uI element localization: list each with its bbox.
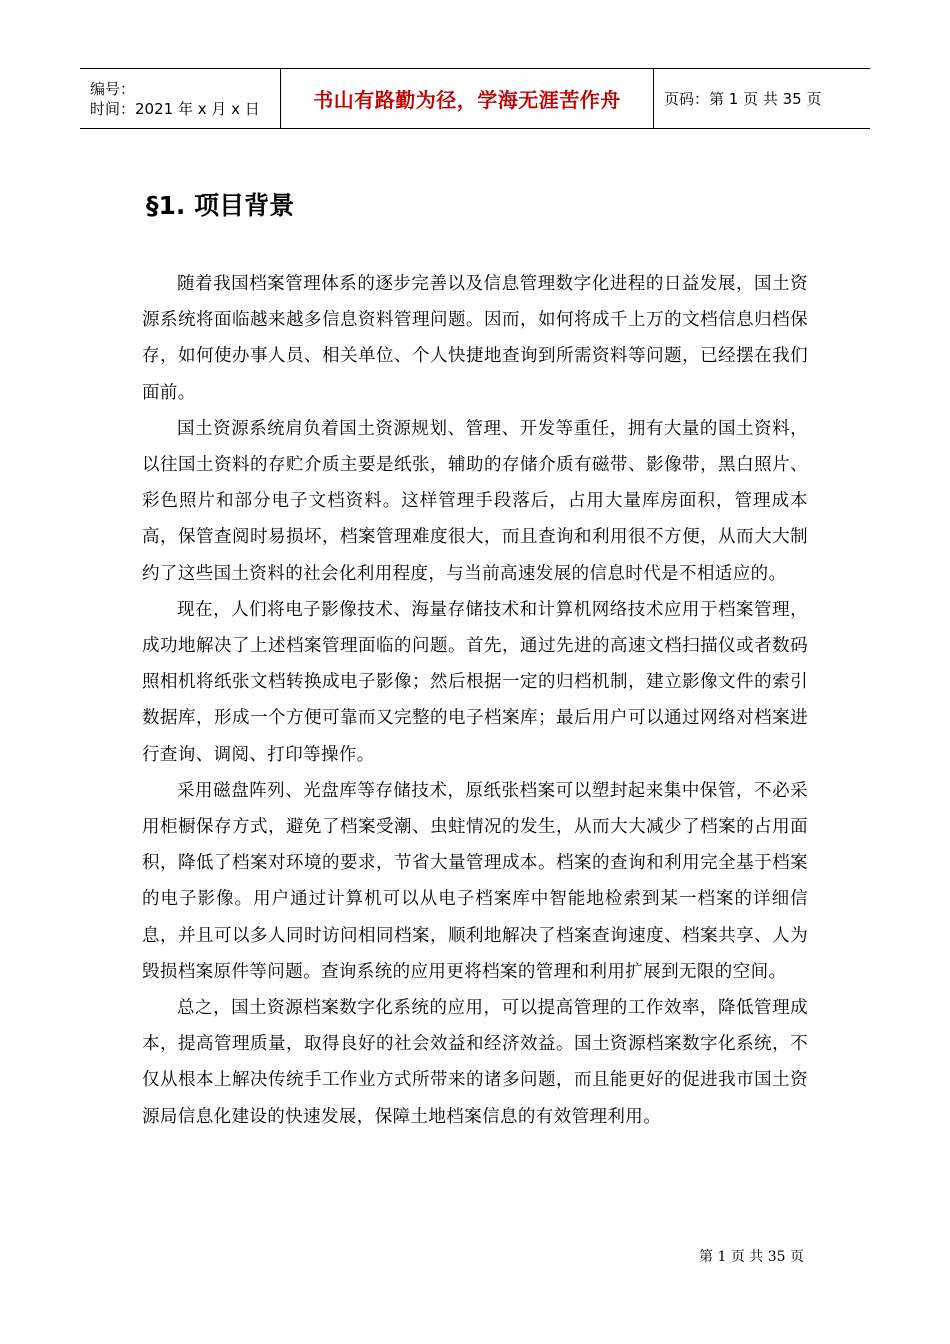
header-page-info: 页码：第 1 页 共 35 页 [664,90,822,108]
header-motto: 书山有路勤为径，学海无涯苦作舟 [313,88,621,112]
paragraph: 随着我国档案管理体系的逐步完善以及信息管理数字化进程的日益发展，国土资源系统将面临越来越多信息资料管理问题。因而，如何将成千上万的文档信息归档保存，如何使办事人员、相关单位、个人快捷地查询到所需资料等问题，已经摆在我们面前。 [142,274,808,403]
header-meta-cell [80,69,281,128]
paragraph: 国土资源系统肩负着国土资源规划、管理、开发等重任，拥有大量的国土资料，以往国土资料的存贮介质主要是纸张，辅助的存储介质有磁带、影像带，黑白照片、彩色照片和部分电子文档资料。这样管理手段落后，占用大量库房面积，管理成本高，保管查阅时易损坏，档案管理难度很大，而且查询和利用很不方便，从而大大制约了这些国土资料的社会化利用程度，与当前高速发展的信息时代是不相适应的。 [142,418,808,584]
paragraph: 采用磁盘阵列、光盘库等存储技术，原纸张档案可以塑封起来集中保管，不必采用柜橱保存方式，避免了档案受潮、虫蛀情况的发生，从而大大减少了档案的占用面积，降低了档案对环境的要求，节省大量管理成本。档案的查询和利用完全基于档案的电子影像。用户通过计算机可以从电子档案库中智能地检索到某一档案的详细信息，并且可以多人同时访问相同档案，顺利地解决了档案查询速度、档案共享、人为毁损档案原件等问题。查询系统的应用更将档案的管理和利用扩展到无限的空间。 [142,780,808,982]
paragraph: 现在，人们将电子影像技术、海量存储技术和计算机网络技术应用于档案管理，成功地解决了上述档案管理面临的问题。首先，通过先进的高速文档扫描仪或者数码照相机将纸张文档转换成电子影像；然后根据一定的归档机制，建立影像文件的索引数据库，形成一个方便可靠而又完整的电子档案库；最后用户可以通过网络对档案进行查询、调阅、打印等操作。 [142,599,808,765]
paragraph: 总之，国土资源档案数字化系统的应用，可以提高管理的工作效率，降低管理成本，提高管理质量，取得良好的社会效益和经济效益。国土资源档案数字化系统，不仅从根本上解决传统手工作业方式所带来的诸多问题，而且能更好的促进我市国土资源局信息化建设的快速发展，保障土地档案信息的有效管理利用。 [142,998,808,1127]
body-text [142,266,808,1135]
page-footer: 第 1 页 共 35 页 [699,1249,804,1265]
header-motto-cell [281,69,654,128]
section-title: §1. 项目背景 [146,191,295,220]
header-page-cell [654,69,870,128]
document-number-label: 编号： [90,79,136,98]
document-header [80,68,870,129]
document-date: 时间：2021 年 x 月 x 日 [90,99,260,118]
